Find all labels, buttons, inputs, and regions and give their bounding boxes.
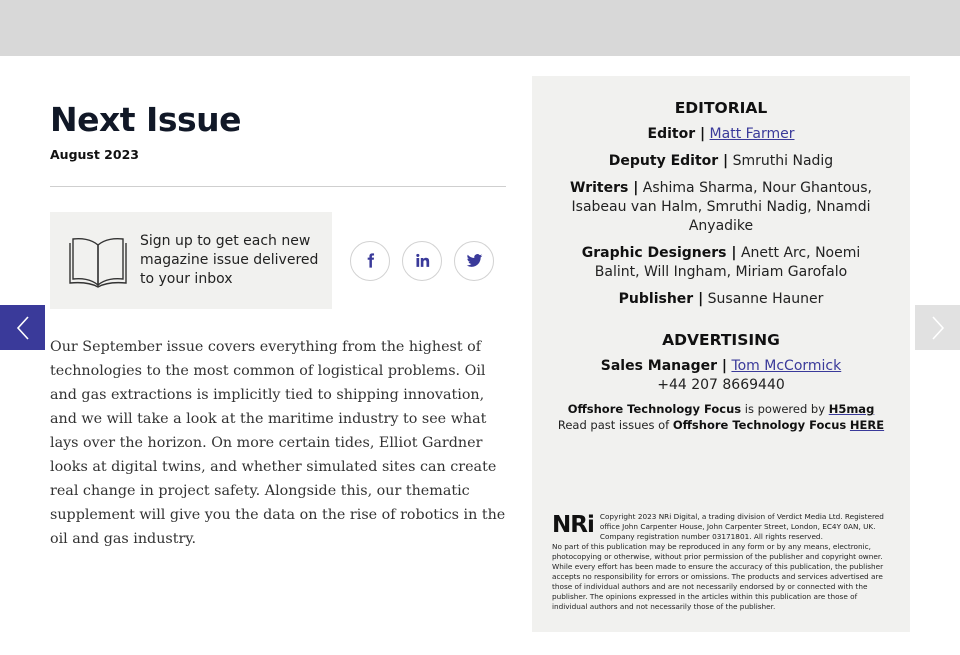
- open-book-icon: [69, 233, 127, 289]
- copyright-text: Copyright 2023 NRi Digital, a trading division of Verdict Media Ltd. Registered office John Carpenter House, John Carpenter Street, London, EC4Y 0AN, UK. Company registration number 03171801. All rights reserved.: [599, 512, 884, 541]
- facebook-icon: [362, 252, 379, 269]
- social-links: [350, 241, 506, 281]
- issue-date: August 2023: [50, 147, 139, 162]
- signup-row: [50, 212, 506, 309]
- previous-arrow-button[interactable]: [0, 305, 45, 350]
- nri-logo: NRi: [552, 512, 594, 538]
- disclaimer-text: No part of this publication may be reproduced in any form or by any means, electronic, photocopying or otherwise, without prior permission of the publisher and copyright owner. While every effort has been made to ensure the accuracy of this publication, the publisher accepts no responsibility for errors or omissions. The products and services advertised are those of individual authors and are not necessarily endorsed by or connected with the publisher. The opinions expressed in the articles within this publication are those of individual authors and not necessarily those of the publisher.: [552, 542, 884, 611]
- linkedin-icon: [414, 252, 431, 269]
- h5mag-link[interactable]: [829, 402, 875, 416]
- deputy-editor-label: Deputy Editor |: [608, 153, 729, 169]
- legal-top: [552, 512, 894, 542]
- designers-label: Graphic Designers |: [581, 245, 737, 261]
- writers-names: Ashima Sharma, Nour Ghantous, Isabeau van Halm, Smruthi Nadig, Nnamdi Anyadike: [571, 180, 872, 234]
- twitter-icon: [466, 252, 483, 269]
- powered-by: [532, 401, 910, 417]
- past-issues-brand: Offshore Technology Focus: [672, 418, 847, 432]
- top-bar: [0, 0, 960, 56]
- twitter-button[interactable]: [454, 241, 494, 281]
- issue-description: Our September issue covers everything from the highest of technologies to the most common of logistical problems. Oil and gas extractions is implicitly tied to shipping innovation, and we will take a look at the maritime industry to see what lays over the horizon. On more certain tides, Elliot Gardner looks at digital twins, and whether simulated sites can create real change in project safety. Alongside this, our thematic supplement will give you the data on the rise of robotics in the oil and gas industry.: [50, 339, 506, 547]
- page-title: Next Issue: [50, 100, 241, 139]
- editor-label: Editor |: [647, 126, 706, 142]
- editor-link[interactable]: Matt Farmer: [709, 126, 795, 142]
- past-issues-link[interactable]: [850, 418, 884, 432]
- powered-text: is powered by: [744, 402, 826, 416]
- signup-text: Sign up to get each new magazine issue delivered to your inbox: [140, 233, 319, 287]
- newsletter-signup-button[interactable]: [50, 212, 332, 309]
- sales-manager-link[interactable]: Tom McCormick: [731, 358, 842, 374]
- issue-section: [50, 76, 506, 551]
- past-issues: [532, 417, 910, 433]
- editorial-heading: EDITORIAL: [674, 99, 768, 117]
- chevron-left-icon: [16, 315, 30, 341]
- publisher-credit: [561, 290, 881, 309]
- next-arrow-button[interactable]: [915, 305, 960, 350]
- designers-credit: [561, 244, 881, 282]
- publisher-label: Publisher |: [618, 291, 704, 307]
- h5mag-link-label: H5mag: [828, 402, 875, 416]
- designers-names: Anett Arc, Noemi Balint, Will Ingham, Miriam Garofalo: [594, 245, 861, 280]
- publisher-name: Susanne Hauner: [707, 291, 824, 307]
- sales-manager-label: Sales Manager |: [600, 358, 727, 374]
- past-issues-text: Read past issues of: [557, 418, 670, 432]
- deputy-editor-name: Smruthi Nadig: [732, 153, 834, 169]
- phone-number: +44 207 8669440: [657, 377, 785, 393]
- facebook-button[interactable]: [350, 241, 390, 281]
- legal-notice: [552, 512, 894, 612]
- linkedin-button[interactable]: [402, 241, 442, 281]
- divider: [50, 186, 506, 187]
- sales-manager-credit: [561, 357, 881, 376]
- deputy-editor-credit: [561, 152, 881, 171]
- chevron-right-icon: [931, 315, 945, 341]
- writers-label: Writers |: [570, 180, 639, 196]
- advertising-heading: ADVERTISING: [662, 331, 780, 349]
- powered-brand: Offshore Technology Focus: [567, 402, 742, 416]
- editor-credit: [561, 125, 881, 144]
- writers-credit: [561, 179, 881, 236]
- past-issues-link-label: HERE: [849, 418, 885, 432]
- credits-panel: [532, 76, 910, 632]
